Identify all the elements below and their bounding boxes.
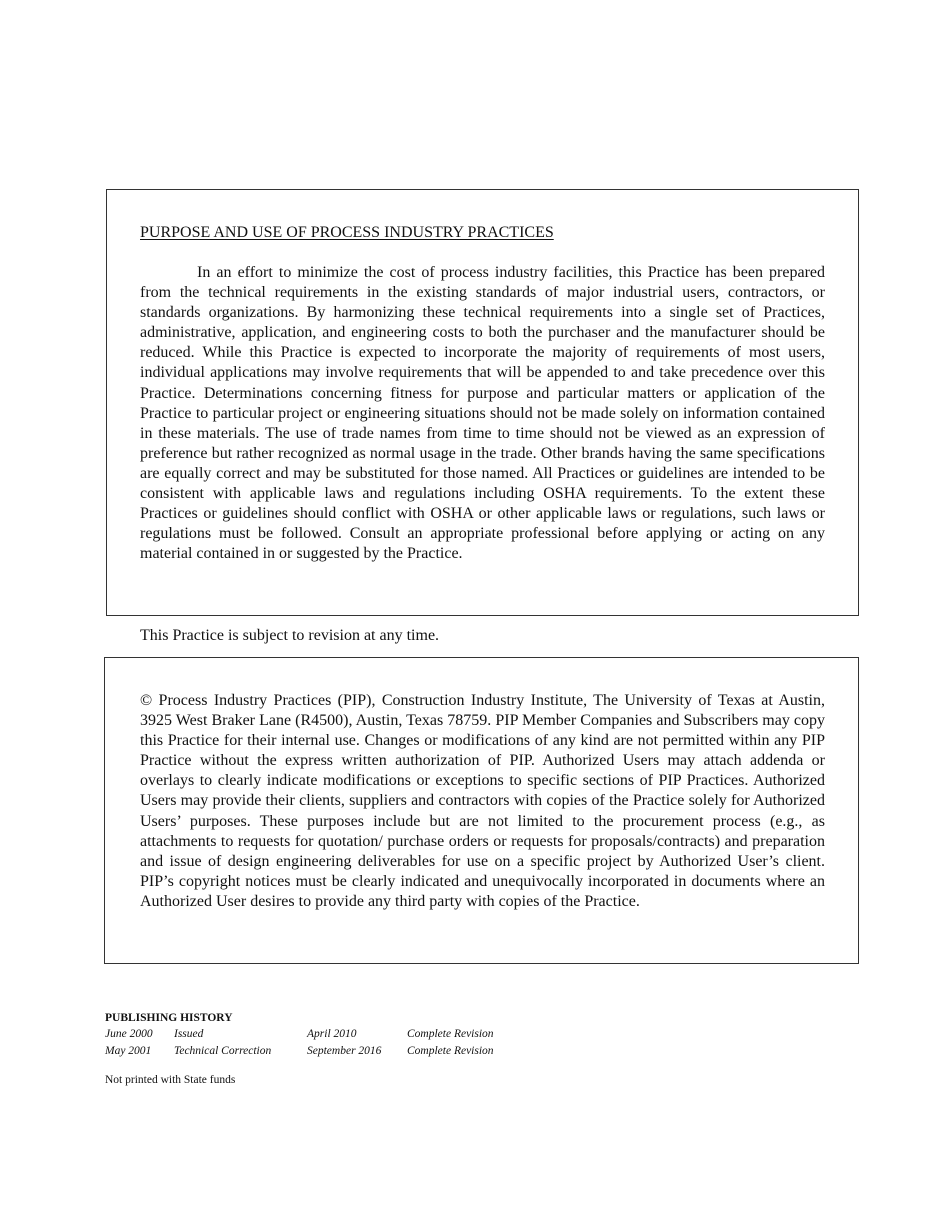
publishing-history — [105, 1010, 494, 1087]
history-row — [105, 1043, 494, 1060]
publishing-history-title: PUBLISHING HISTORY — [105, 1012, 233, 1024]
history-date: May 2001 — [105, 1045, 152, 1057]
revision-note: This Practice is subject to revision at any time. — [140, 627, 440, 644]
history-row — [105, 1026, 494, 1043]
history-event: Issued — [174, 1028, 204, 1040]
purpose-paragraph: In an effort to minimize the cost of process industry facilities, this Practice has been prepared from the technical requirements in the existing standards of major industrial users, contractors, or standards organizations. By harmonizing these technical requirements into a single set of Practices, administrative, application, and engineering costs to both the purchaser and the manufacturer should be reduced. While this Practice is expected to incorporate the majority of requirements of most users, individual applications may involve requirements that will be appended to and take precedence over this Practice. Determinations concerning fitness for purpose and particular matters or application of the Practice to particular project or engineering situations should not be made solely on information contained in these materials. The use of trade names from time to time should not be viewed as an expression of preference but rather recognized as normal usage in the trade. Other brands having the same specifications are equally correct and may be substituted for those named. All Practices or guidelines are intended to be consistent with applicable laws and regulations including OSHA requirements. To the extent these Practices or guidelines should conflict with OSHA or other applicable laws or regulations, such laws or regulations must be followed. Consult an appropriate professional before applying or acting on any material contained in or suggested by the Practice. — [140, 264, 825, 563]
copyright-paragraph: © Process Industry Practices (PIP), Construction Industry Institute, The University of Texas at Austin, 3925 West Braker Lane (R4500), Austin, Texas 78759. PIP Member Companies and Subscribers may copy this Practice for their internal use. Changes or modifications of any kind are not permitted within any PIP Practice without the express written authorization of PIP. Authorized Users may attach addenda or overlays to clearly indicate modifications or exceptions to specific sections of PIP Practices. Authorized Users may provide their clients, suppliers and contractors with copies of the Practice solely for Authorized Users’ purposes. These purposes include but are not limited to the procurement process (e.g., as attachments to requests for quotation/ purchase orders or requests for proposals/contracts) and preparation and issue of design engineering deliverables for use on a specific project by Authorized User’s client. PIP’s copyright notices must be clearly indicated and unequivocally incorporated in documents where an Authorized User desires to provide any third party with copies of the Practice. — [140, 692, 825, 910]
history-date: September 2016 — [307, 1045, 382, 1057]
funds-note: Not printed with State funds — [105, 1074, 236, 1086]
history-date: April 2010 — [307, 1028, 357, 1040]
history-event: Technical Correction — [174, 1045, 272, 1057]
history-date: June 2000 — [105, 1028, 153, 1040]
purpose-box — [106, 189, 859, 616]
copyright-box — [104, 657, 859, 964]
history-event: Complete Revision — [407, 1045, 494, 1057]
history-event: Complete Revision — [407, 1028, 494, 1040]
purpose-heading: PURPOSE AND USE OF PROCESS INDUSTRY PRACTICES — [140, 224, 554, 241]
